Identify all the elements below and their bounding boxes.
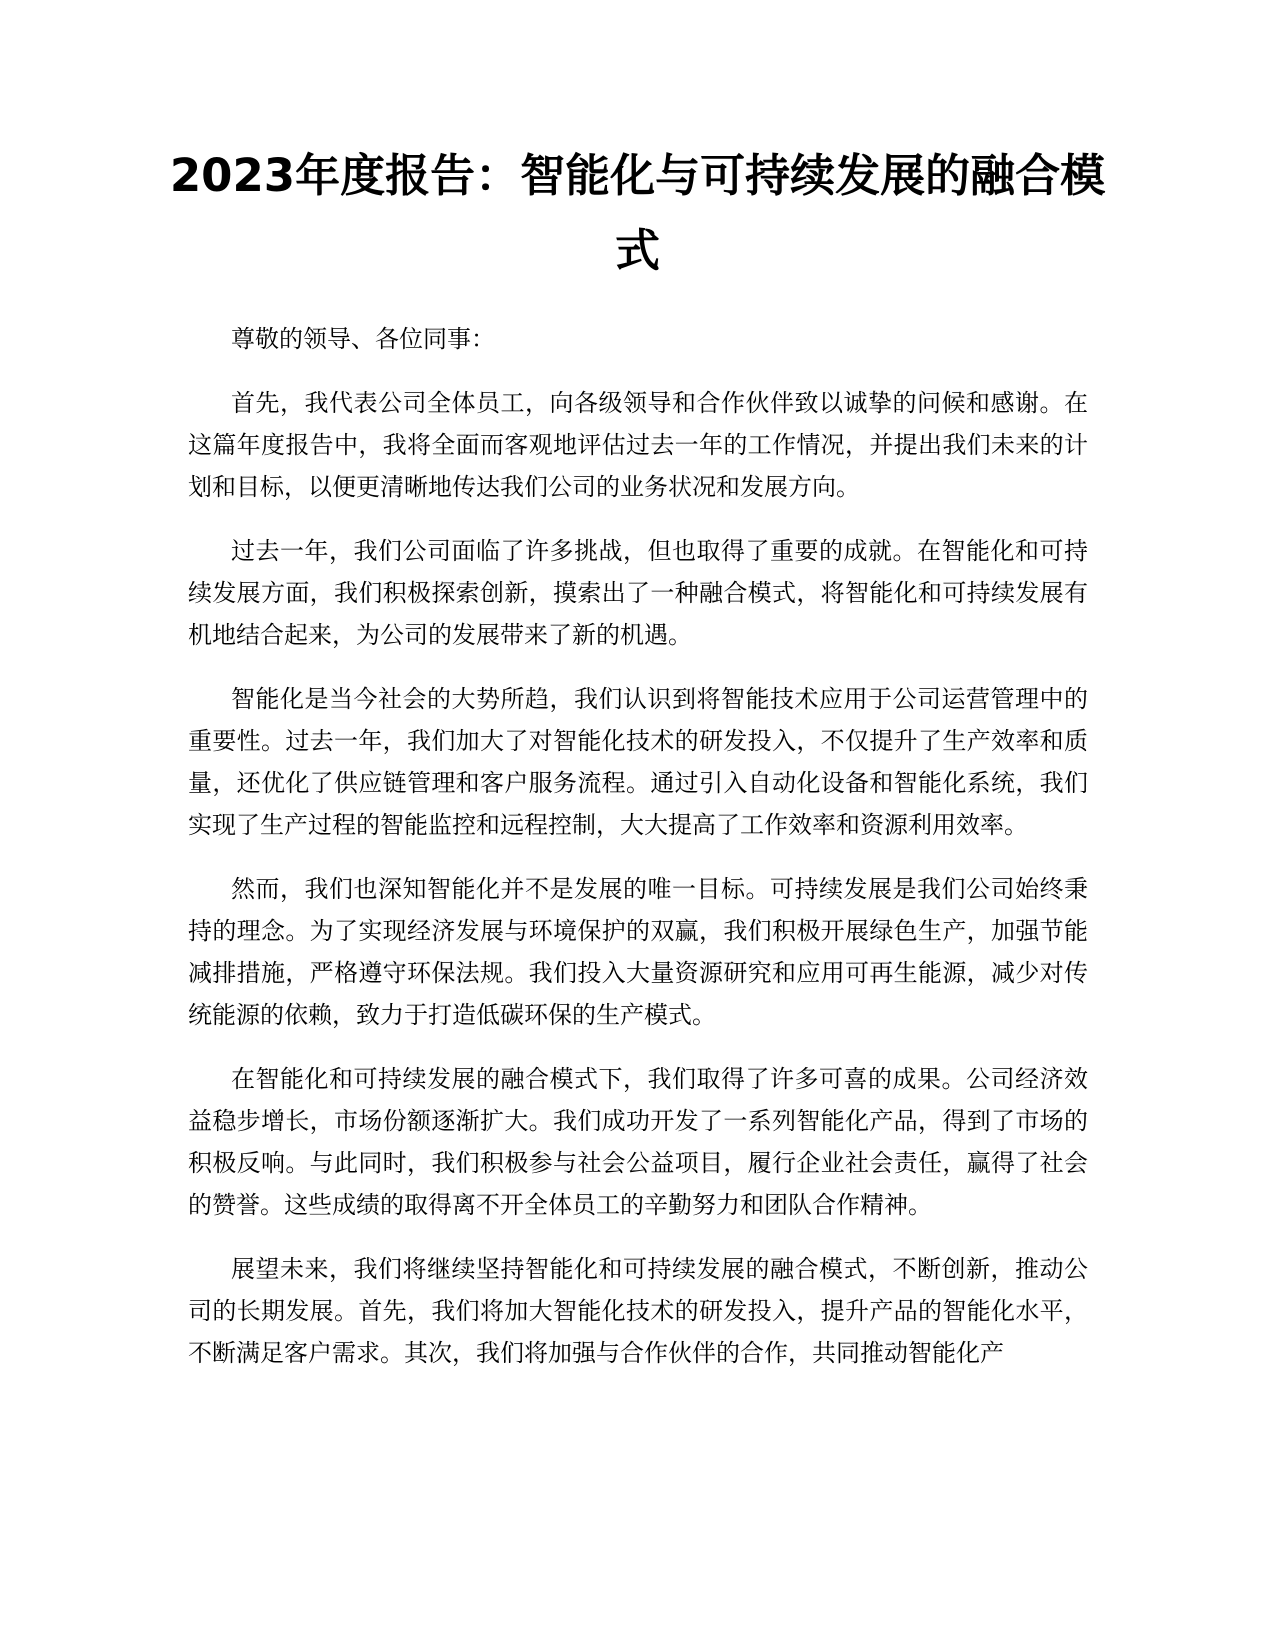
- document-body: [188, 318, 1088, 1396]
- body-paragraph: 智能化是当今社会的大势所趋，我们认识到将智能技术应用于公司运营管理中的重要性。过去一年，我们加大了对智能化技术的研发投入，不仅提升了生产效率和质量，还优化了供应链管理和客户服务流程。通过引入自动化设备和智能化系统，我们实现了生产过程的智能监控和远程控制，大大提高了工作效率和资源利用效率。: [188, 685, 1088, 839]
- document-title: 2023年度报告：智能化与可持续发展的融合模式: [169, 149, 1106, 277]
- salutation-paragraph: 尊敬的领导、各位同事：: [231, 325, 495, 353]
- body-paragraph: 展望未来，我们将继续坚持智能化和可持续发展的融合模式，不断创新，推动公司的长期发展。首先，我们将加大智能化技术的研发投入，提升产品的智能化水平，不断满足客户需求。其次，我们将加强与合作伙伴的合作，共同推动智能化产: [188, 1255, 1088, 1367]
- body-paragraph: 然而，我们也深知智能化并不是发展的唯一目标。可持续发展是我们公司始终秉持的理念。为了实现经济发展与环境保护的双赢，我们积极开展绿色生产，加强节能减排措施，严格遵守环保法规。我们投入大量资源研究和应用可再生能源，减少对传统能源的依赖，致力于打造低碳环保的生产模式。: [188, 875, 1088, 1029]
- body-paragraph: 过去一年，我们公司面临了许多挑战，但也取得了重要的成就。在智能化和可持续发展方面，我们积极探索创新，摸索出了一种融合模式，将智能化和可持续发展有机地结合起来，为公司的发展带来了新的机遇。: [188, 537, 1088, 649]
- body-paragraph: 在智能化和可持续发展的融合模式下，我们取得了许多可喜的成果。公司经济效益稳步增长，市场份额逐渐扩大。我们成功开发了一系列智能化产品，得到了市场的积极反响。与此同时，我们积极参与社会公益项目，履行企业社会责任，赢得了社会的赞誉。这些成绩的取得离不开全体员工的辛勤努力和团队合作精神。: [188, 1065, 1088, 1219]
- body-paragraph: 首先，我代表公司全体员工，向各级领导和合作伙伴致以诚挚的问候和感谢。在这篇年度报告中，我将全面而客观地评估过去一年的工作情况，并提出我们未来的计划和目标，以便更清晰地传达我们公司的业务状况和发展方向。: [188, 389, 1088, 501]
